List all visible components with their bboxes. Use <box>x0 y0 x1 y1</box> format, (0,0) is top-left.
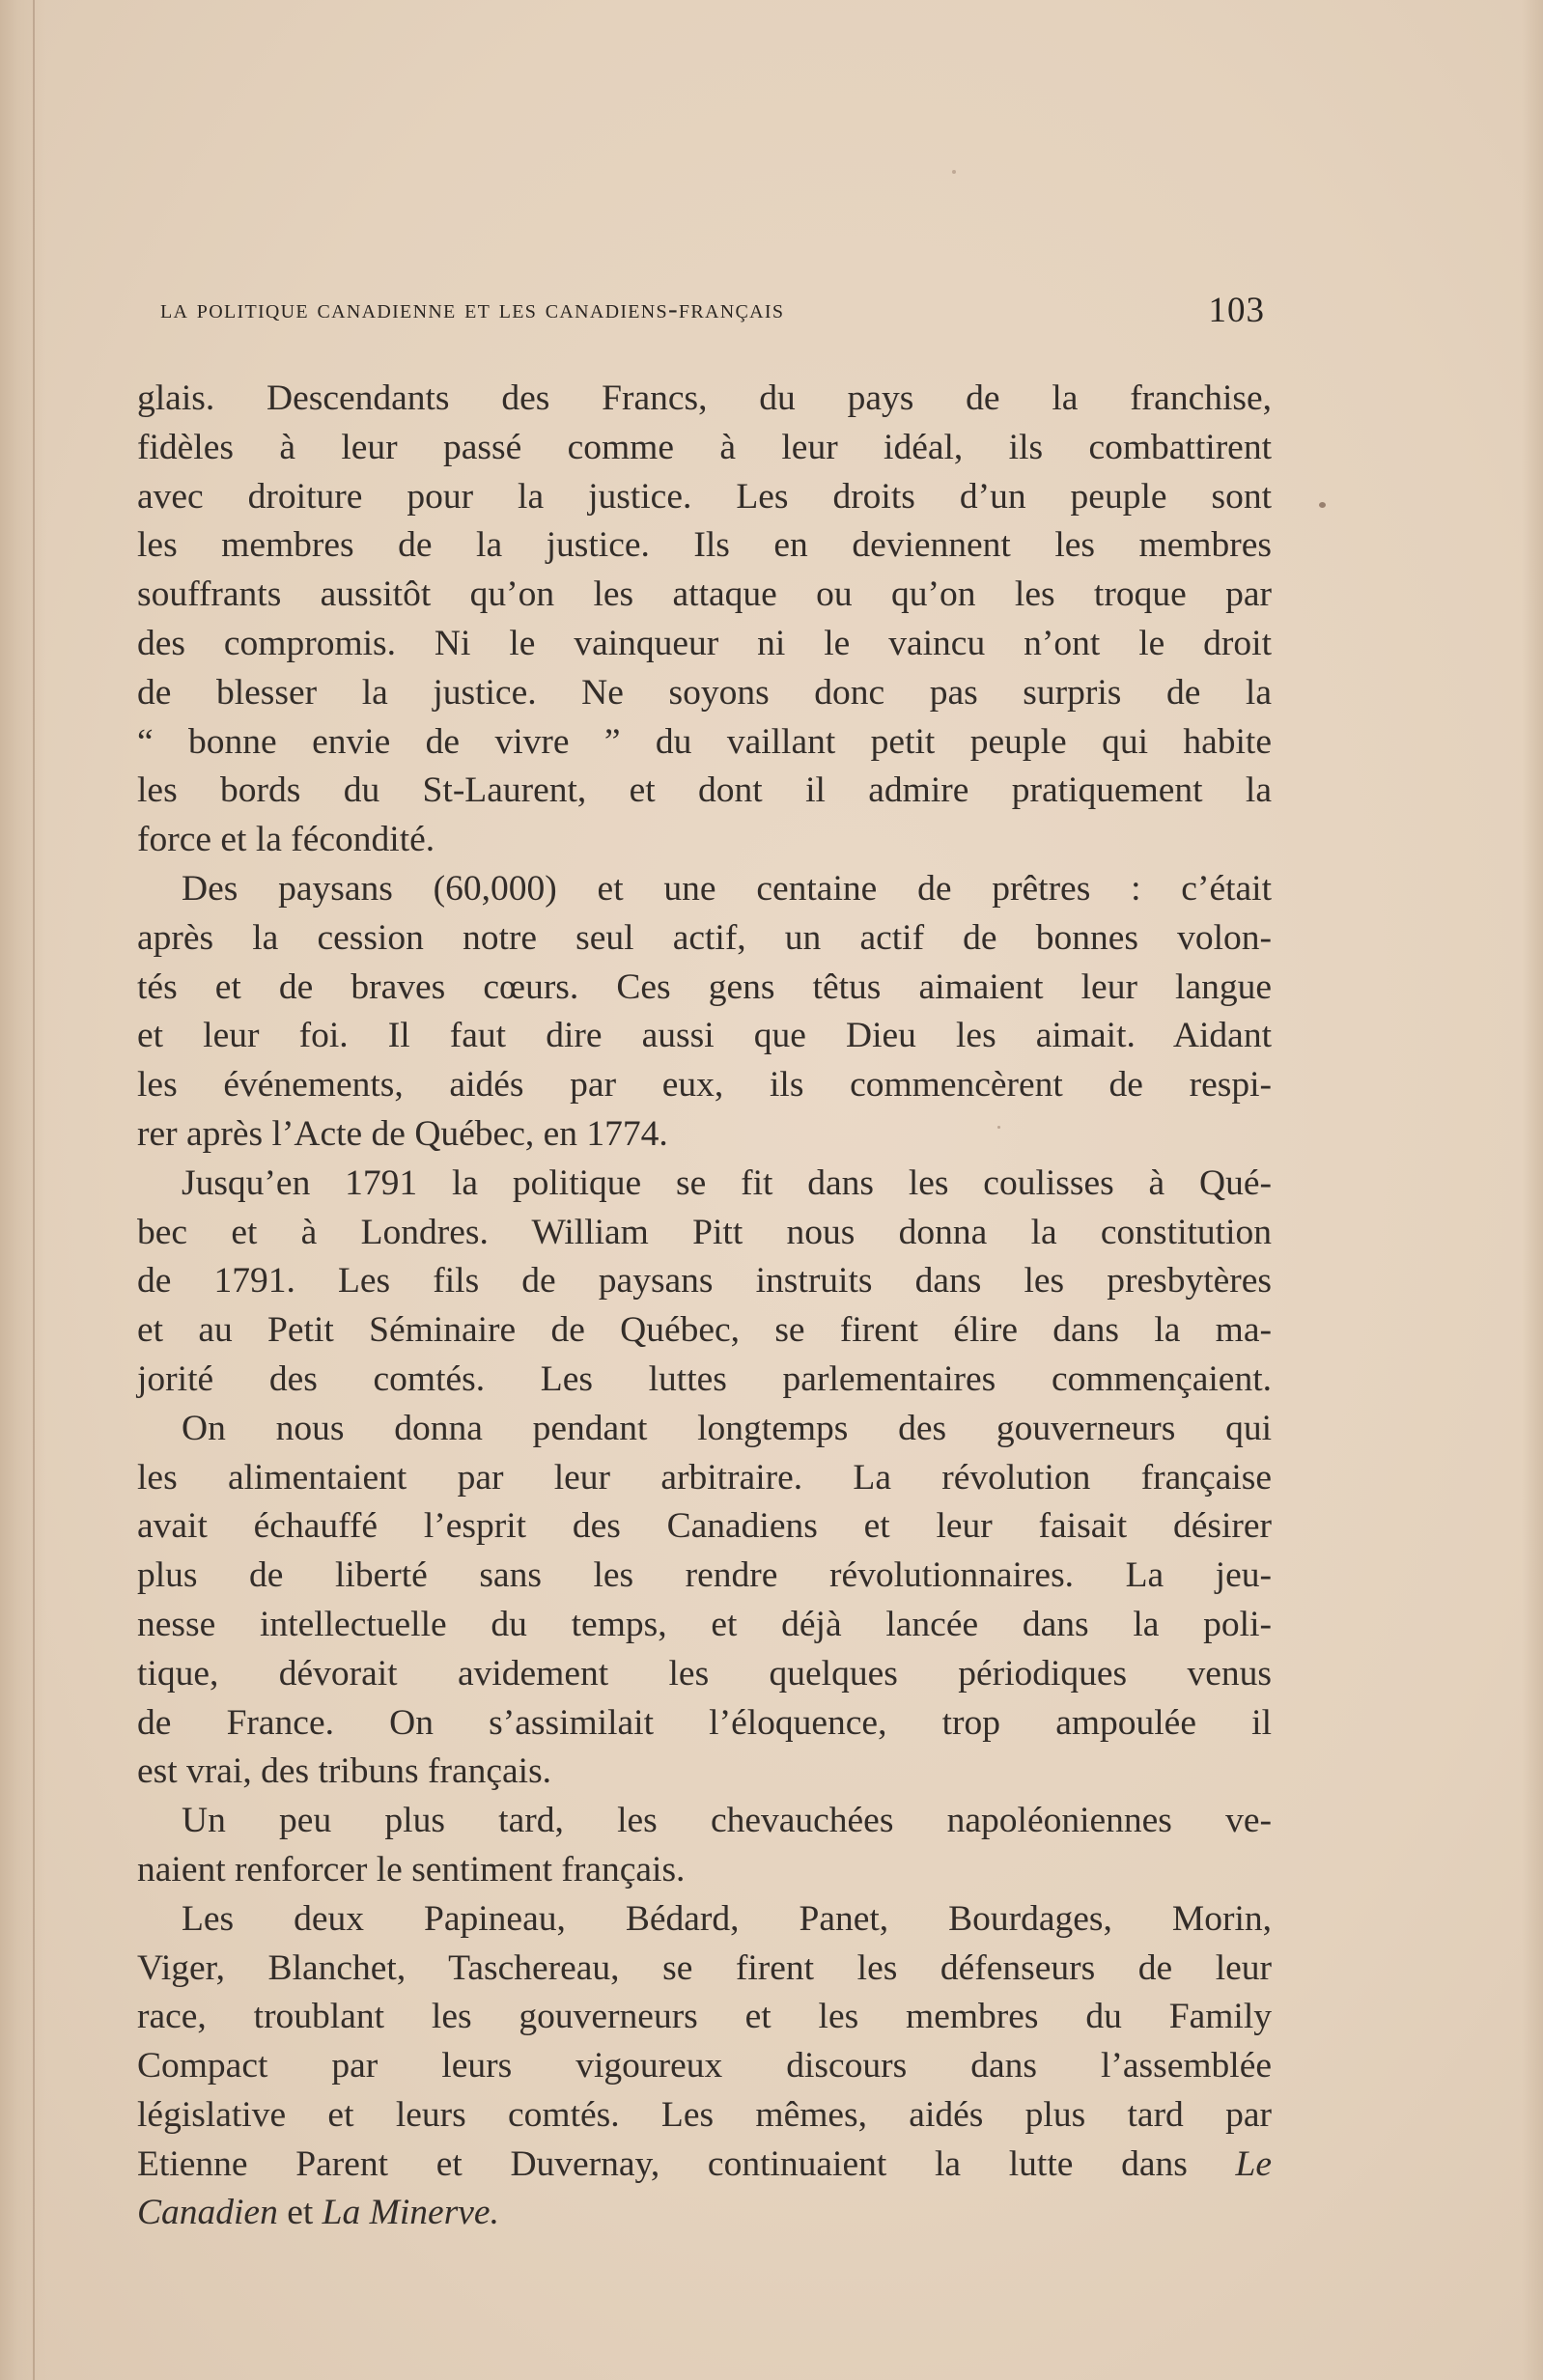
text-line: de 1791. Les fils de paysans instruits dans les presbytères <box>137 1261 1272 1302</box>
text-line: les bords du St-Laurent, et dont il admire pratiquement la <box>137 770 1272 811</box>
text-line <box>137 2189 1272 2238</box>
running-title: la politique canadienne et les canadiens-français <box>160 294 785 324</box>
text-line: Les deux Papineau, Bédard, Panet, Bourdages, Morin, <box>182 1898 1272 1939</box>
text-line: “ bonne envie de vivre ” du vaillant petit peuple qui habite <box>137 721 1272 762</box>
text-line: les membres de la justice. Ils en deviennent les membres <box>137 525 1272 566</box>
text-line: les alimentaient par leur arbitraire. La révolution française <box>137 1457 1272 1498</box>
text-line: rer après l’Acte de Québec, en 1774. <box>137 1113 668 1154</box>
italic-title: Canadien <box>137 2193 278 2233</box>
text-line: jorité des comtés. Les luttes parlementaires commençaient. <box>137 1358 1272 1399</box>
text-line: plus de liberté sans les rendre révolutionnaires. La jeu- <box>137 1555 1272 1596</box>
text-line: et au Petit Séminaire de Québec, se firent élire dans la ma- <box>137 1310 1272 1351</box>
text-line: Viger, Blanchet, Taschereau, se firent les défenseurs de leur <box>137 1947 1272 1988</box>
text-line: nesse intellectuelle du temps, et déjà lancée dans la poli- <box>137 1604 1272 1644</box>
text-line: de France. On s’assimilait l’éloquence, trop ampoulée il <box>137 1702 1272 1743</box>
text-segment: Etienne Parent et Duvernay, continuaient la lutte dans <box>137 2143 1188 2184</box>
text-segment: et <box>287 2193 314 2233</box>
running-head <box>154 290 1265 338</box>
page-edge-shadow <box>1522 0 1543 2380</box>
text-line: force et la fécondité. <box>137 820 435 860</box>
text-line: législative et leurs comtés. Les mêmes, aidés plus tard par <box>137 2094 1272 2135</box>
text-line: avec droiture pour la justice. Les droits d’un peuple sont <box>137 476 1272 517</box>
text-line: avait échauffé l’esprit des Canadiens et leur faisait désirer <box>137 1506 1272 1547</box>
text-line: des compromis. Ni le vainqueur ni le vaincu n’ont le droit <box>137 623 1272 663</box>
italic-title: La Minerve. <box>322 2193 499 2233</box>
text-line: On nous donna pendant longtemps des gouverneurs qui <box>182 1408 1272 1448</box>
text-line: est vrai, des tribuns français. <box>137 1751 552 1792</box>
text-line: de blesser la justice. Ne soyons donc pas surpris de la <box>137 672 1272 713</box>
paper-speck <box>1319 502 1326 508</box>
text-line: fidèles à leur passé comme à leur idéal, ils combattirent <box>137 427 1272 467</box>
italic-title: Le <box>1235 2143 1272 2184</box>
text-line: Jusqu’en 1791 la politique se fit dans les coulisses à Qué- <box>182 1162 1272 1203</box>
body-text <box>137 375 1272 2238</box>
text-line: et leur foi. Il faut dire aussi que Dieu les aimait. Aidant <box>137 1016 1272 1056</box>
text-line: tique, dévorait avidement les quelques périodiques venus <box>137 1653 1272 1694</box>
text-line: après la cession notre seul actif, un actif de bonnes volon- <box>137 917 1272 958</box>
text-line: Compact par leurs vigoureux discours dans l’assemblée <box>137 2046 1272 2086</box>
page-number: 103 <box>1208 291 1265 330</box>
binding-edge <box>33 0 35 2380</box>
page-gutter-shadow <box>0 0 46 2380</box>
text-line: glais. Descendants des Francs, du pays de la franchise, <box>137 378 1272 418</box>
text-line: les événements, aidés par eux, ils commencèrent de respi- <box>137 1065 1272 1106</box>
text-line: race, troublant les gouverneurs et les membres du Family <box>137 1997 1272 2037</box>
paper-speck <box>952 170 956 174</box>
text-line: souffrants aussitôt qu’on les attaque ou qu’on les troque par <box>137 574 1272 615</box>
text-line: bec et à Londres. William Pitt nous donna la constitution <box>137 1212 1272 1252</box>
text-line: tés et de braves cœurs. Ces gens têtus aimaient leur langue <box>137 966 1272 1007</box>
text-line: Des paysans (60,000) et une centaine de prêtres : c’était <box>182 868 1272 909</box>
text-line: Un peu plus tard, les chevauchées napoléoniennes ve- <box>182 1801 1272 1841</box>
text-line: naient renforcer le sentiment français. <box>137 1849 686 1890</box>
text-line <box>137 2141 1272 2190</box>
